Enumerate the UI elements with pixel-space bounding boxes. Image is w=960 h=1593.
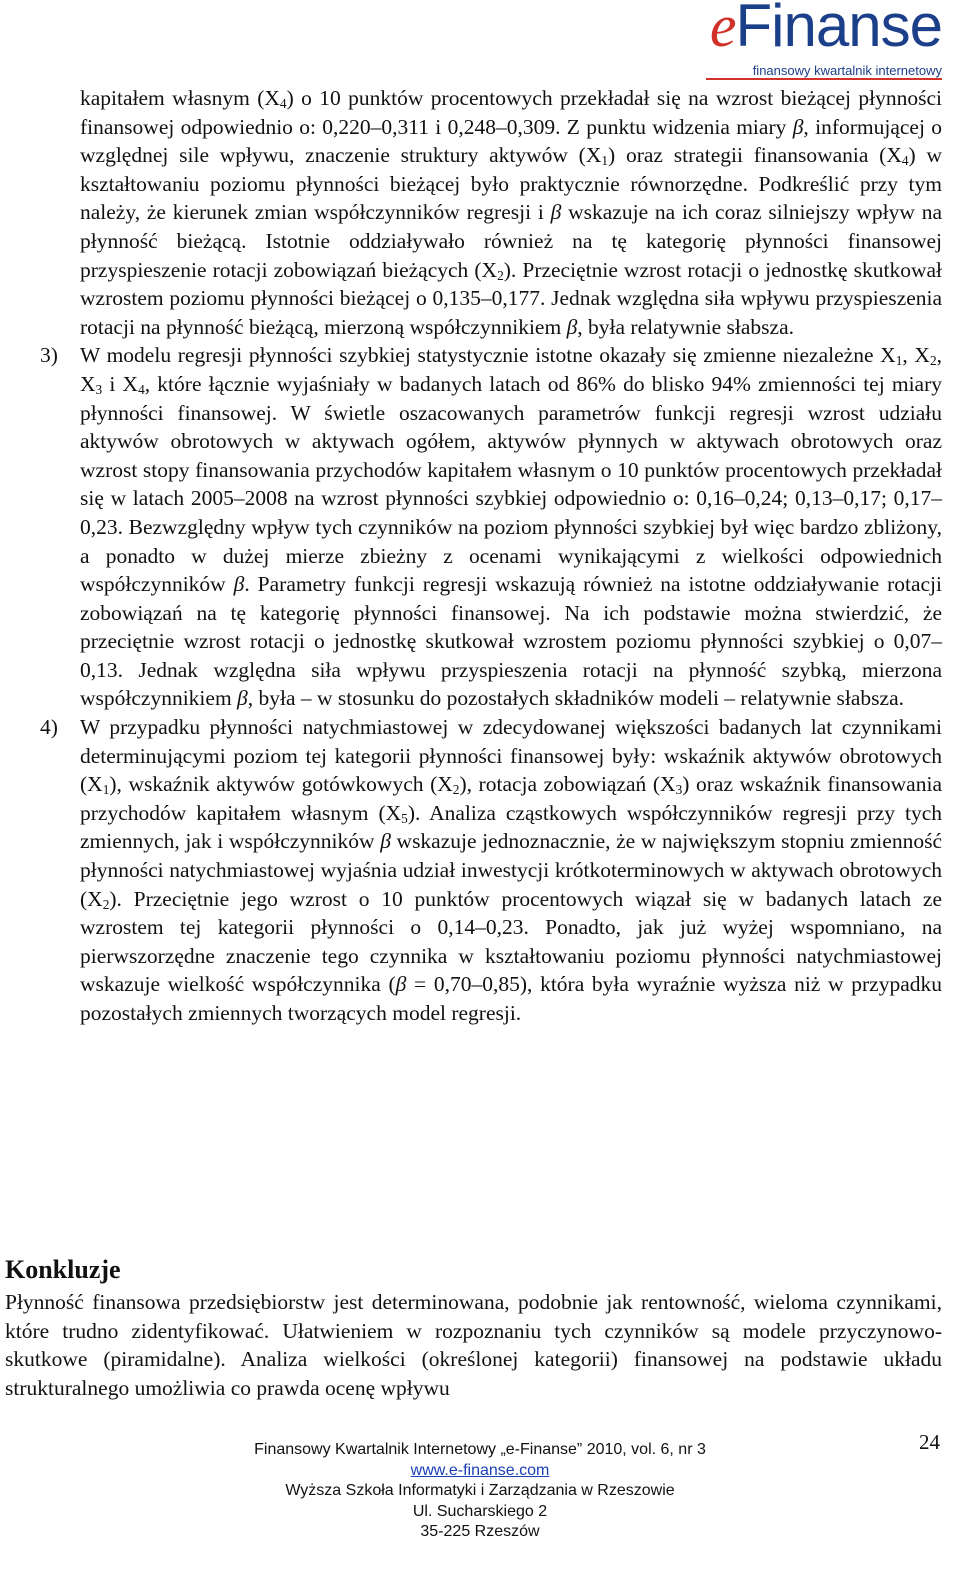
footer-journal: Finansowy Kwartalnik Internetowy „e-Finanse” 2010, vol. 6, nr 3 [254,1441,706,1458]
footer-link[interactable]: www.e-finanse.com [410,1461,550,1479]
logo-finanse: Finanse [735,0,942,59]
footer-school: Wyższa Szkoła Informatyki i Zarządzania w Rzeszowie [285,1482,675,1499]
page-footer [230,1440,730,1543]
list-number: 4) [40,715,58,740]
list-number: 3) [40,343,58,368]
list-item-text: W modelu regresji płynności szybkiej statystycznie istotne okazały się zmienne niezależne $X_1$, $X_2$, $X_3$ i $X_4$, które łącznie wyjaśniały w badanych latach od 86% do blisko 94% zmienności tej miary płynności finansowej. W świetle oszacowanych parametrów funkcji regresji wzrost udziału aktywów obrotowych w aktywach ogółem, aktywów płynnych w aktywach obrotowych oraz wzrost stopy finansowania przychodów kapitałem własnym o 10 punktów procentowych przekładał się w latach 2005–2008 na wzrost płynności szybkiej odpowiednio o: 0,16–0,24; 0,13–0,17; 0,17–0,23. Bezwzględny wpływ tych czynników na poziom płynności szybkiej był więc bardzo zbliżony, a ponadto w dużej mierze zbieżny z ocenami wynikającymi z wielkości odpowiednich współczynników β. Parametry funkcji regresji wskazują również na istotne oddziaływanie rotacji zobowiązań na tę kategorię płynności finansowej. Na ich podstawie można stwierdzić, że przeciętnie wzrost rotacji o jednostkę skutkował wzrostem poziomu płynności szybkiej o 0,07–0,13. Jednak względna siła wpływu przyspieszenia rotacji na płynność szybką, mierzona współczynnikiem β, była – w stosunku do pozostałych składników modeli – relatywnie słabsza. [80,343,943,711]
paragraph-continuation: kapitałem własnym $(X_4)$ o 10 punktów procentowych przekładał się na wzrost bieżącej płynności finansowej odpowiednio o: 0,220–0,311 i 0,248–0,309. Z punktu widzenia miary β, informującej o względnej sile wpływu, znaczenie struktury aktywów $(X_1)$ oraz strategii finansowania $(X_4)$ w kształtowaniu poziomu płynności bieżącej było praktycznie równorzędne. Podkreślić przy tym należy, że kierunek zmian współczynników regresji i β wskazuje na ich coraz silniejszy wpływ na płynność bieżącą. Istotnie oddziaływało również na tę kategorię płynności finansowej przyspieszenie rotacji zobowiązań bieżących $(X_2)$. Przeciętnie wzrost rotacji o jednostkę skutkował wzrostem poziomu płynności bieżącej o 0,135–0,177. Jednak względna siła wpływu przyspieszenia rotacji na płynność bieżącą, mierzoną współczynnikiem β, była relatywnie słabsza. [80,86,943,339]
logo-underline [706,78,942,80]
footer-city: 35-225 Rzeszów [420,1523,540,1540]
logo-e: e [709,0,736,59]
list-item-3 [40,341,943,713]
journal-logo [692,0,942,80]
page-number: 24 [919,1430,940,1454]
footer-street: Ul. Sucharskiego 2 [412,1502,548,1520]
logo-wordmark [709,0,942,59]
list-item-4 [40,713,942,1028]
list-item-text: W przypadku płynności natychmiastowej w zdecydowanej większości badanych lat czynnikami determinującymi poziom tej kategorii płynności finansowej były: wskaźnik aktywów obrotowych $(X_1)$, wskaźnik aktywów gotówkowych $(X_2)$, rotacja zobowiązań $(X_3)$ oraz wskaźnik finansowania przychodów kapitałem własnym $(X_5)$. Analiza cząstkowych współczynników regresji przy tych zmiennych, jak i współczynników β wskazuje jednoznacznie, że w największym stopniu zmienność płynności natychmiastowej wyjaśnia udział inwestycji krótkoterminowych w aktywach obrotowych $(X_2)$. Przeciętnie jego wzrost o 10 punktów procentowych wiązał się w badanych latach ze wzrostem tej kategorii płynności o 0,14–0,23. Ponadto, jak już wyżej wspomniano, na pierwszorzędne znaczenie tego czynnika w kształtowaniu poziomu płynności natychmiastowej wskazuje wielkość współczynnika (β = 0,70–0,85), która była wyraźnie wyższa niż w przypadku pozostałych zmiennych tworzących model regresji. [80,715,942,1025]
body-text [40,84,943,1028]
section-heading: Konkluzje [5,1255,121,1284]
logo-tagline: finansowy kwartalnik internetowy [752,63,942,78]
conclusion-paragraph: Płynność finansowa przedsiębiorstw jest determinowana, podobnie jak rentowność, wieloma czynnikami, które trudno zidentyfikować. Ułatwieniem w rozpoznaniu tych czynników są modele przyczynowo-skutkowe (piramidalne). Analiza wielkości (określonej kategorii) finansowej na podstawie układu strukturalnego umożliwia co prawda ocenę wpływu [5,1290,942,1400]
